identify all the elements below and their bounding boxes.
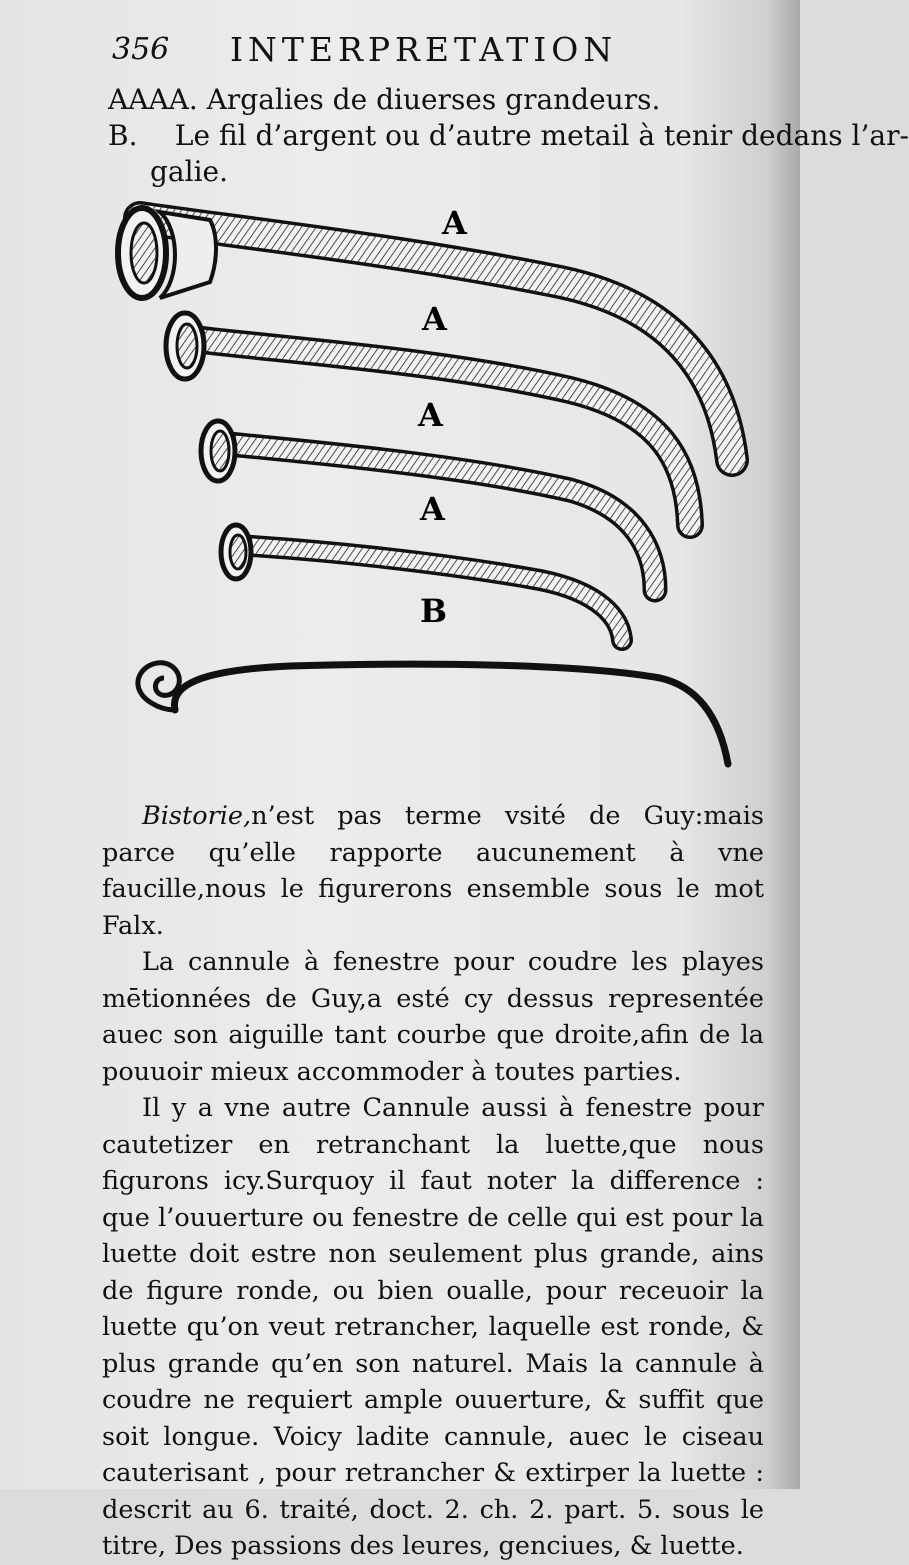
paragraph-text: Il y a vne autre Cannule aussi à fenestre pour cautetizer en retranchant la luette,que nous figurons icy.Surquoy il faut noter la difference : que l’ouuerture ou fenestre de celle qui est pour la luette doit estre non seulement plus grande, ains de figure ronde, ou bien oualle, pour receuoir la luette qu’on veut retrancher, laquelle est ronde, & plus grande qu’en son naturel. Mais la cannule à coudre ne requiert ample ouuerture, & suffit que soit longue. Voicy ladite cannule, auec le ciseau cauterisant , pour retrancher & extirper la luette : descrit au 6. traité, doct. 2. ch. 2. part. 5. sous le titre, Des passions des leures, genciues, & luette. [102, 1093, 764, 1561]
paragraph-text: n’est pas terme vsité de Guy:mais parce qu’elle rapporte aucunement à vne faucille,nous le figurerons ensemble sous le mot Falx. [102, 801, 764, 941]
legend-continuation: galie. [150, 155, 228, 188]
figure-label-b: B [420, 592, 448, 630]
woodcut-illustration [100, 190, 760, 790]
running-title: INTERPRETATION [230, 30, 618, 69]
legend-text: Argalies de diuerses grandeurs. [206, 83, 661, 116]
page-number: 356 [112, 32, 170, 67]
stylet-wire-icon [138, 663, 728, 764]
legend-key: B. [108, 119, 138, 152]
body-text [102, 798, 764, 1565]
figure-label-a: A [418, 396, 443, 434]
figure-label-a: A [442, 204, 467, 242]
paragraph [102, 944, 764, 1090]
legend-item-b [108, 118, 909, 154]
page-header [112, 28, 772, 78]
legend-text: Le fil d’argent ou d’autre metail à tenir dedans l’ar- [174, 119, 909, 152]
paragraph-text: La cannule à fenestre pour coudre les playes mētionnées de Guy,a esté cy dessus representée auec son aiguille tant courbe que droite,afin de la pouuoir mieux accommoder à toutes parties. [102, 947, 764, 1087]
catheter-drawing [100, 190, 760, 790]
lead-word: Bistorie, [142, 801, 252, 831]
legend-item-a [108, 82, 768, 118]
paragraph [102, 798, 764, 944]
legend-key: AAAA. [108, 83, 198, 116]
figure-label-a: A [422, 300, 447, 338]
figure-legend [108, 82, 909, 190]
paragraph [102, 1090, 764, 1565]
figure-label-a: A [420, 490, 445, 528]
